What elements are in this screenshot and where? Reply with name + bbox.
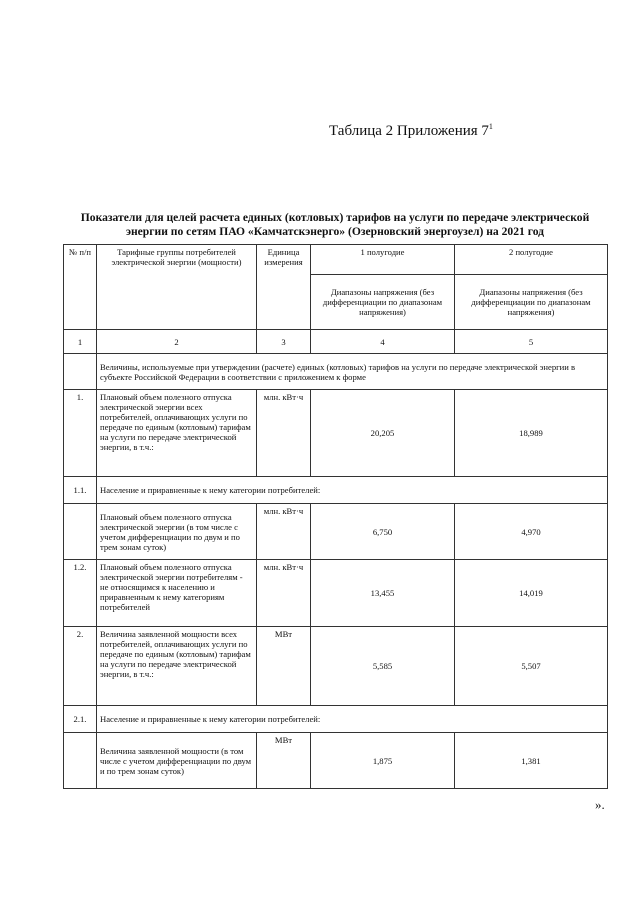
row-unit: млн. кВт·ч [257,390,311,477]
table-row [64,560,608,627]
col-number-4: 4 [311,330,455,354]
row-value-h2: 18,989 [455,390,608,477]
row-value-h1: 1,875 [311,733,455,789]
row-name: Плановый объем полезного отпуска электрической энергии потребителям - не относящимся к населению и приравненным к нему категориям потребителей [97,560,257,627]
subsection-row [64,477,608,504]
row-num: 1. [64,390,97,477]
column-number-row [64,330,608,354]
section-num-cell [64,354,97,390]
row-value-h2: 1,381 [455,733,608,789]
table-row [64,390,608,477]
tariff-table [63,244,608,789]
header-num: № п/п [64,245,97,330]
table-row [64,733,608,789]
header-row [64,245,608,275]
row-name: Величина заявленной мощности всех потребителей, оплачивающих услуги по передаче по единым (котловым) тарифам на услуги по передаче электрической энергии, в т.ч.: [97,627,257,706]
col-number-1: 1 [64,330,97,354]
section-text: Величины, используемые при утверждении (расчете) единых (котловых) тарифов на услуги по передаче электрической энергии в субъекте Российской Федерации в соответствии с приложением к форме [97,354,608,390]
section-row [64,354,608,390]
row-unit: млн. кВт·ч [257,560,311,627]
row-num: 2.1. [64,706,97,733]
heading-superscript: 1 [488,122,493,131]
row-value-h1: 20,205 [311,390,455,477]
header-half2: 2 полугодие [455,245,608,275]
row-name: Плановый объем полезного отпуска электрической энергии всех потребителей, оплачивающих услуги по передаче по единым (котловым) тарифам на услуги по передаче электрической энергии, в т.ч.: [97,390,257,477]
col-number-5: 5 [455,330,608,354]
table-row [64,504,608,560]
row-name: Плановый объем полезного отпуска электрической энергии (в том числе с учетом дифференциации по двум и по трем зонам суток) [97,504,257,560]
header-group: Тарифные группы потребителей электрической энергии (мощности) [97,245,257,330]
header-range1: Диапазоны напряжения (без дифференциации по диапазонам напряжения) [311,275,455,330]
heading-text: Таблица 2 Приложения 7 [329,123,489,139]
row-num: 2. [64,627,97,706]
col-number-3: 3 [257,330,311,354]
header-half1: 1 полугодие [311,245,455,275]
row-num: 1.1. [64,477,97,504]
col-number-2: 2 [97,330,257,354]
row-unit: МВт [257,733,311,789]
row-value-h2: 14,019 [455,560,608,627]
subsection-text: Население и приравненные к нему категории потребителей: [97,477,608,504]
row-num [64,504,97,560]
header-range2: Диапазоны напряжения (без дифференциации по диапазонам напряжения) [455,275,608,330]
row-unit: МВт [257,627,311,706]
subsection-row [64,706,608,733]
row-unit: млн. кВт·ч [257,504,311,560]
subsection-text: Население и приравненные к нему категории потребителей: [97,706,608,733]
row-value-h2: 5,507 [455,627,608,706]
row-value-h1: 5,585 [311,627,455,706]
header-unit: Единица измерения [257,245,311,330]
row-value-h1: 13,455 [311,560,455,627]
row-value-h1: 6,750 [311,504,455,560]
document-subtitle: Показатели для целей расчета единых (котловых) тарифов на услуги по передаче электрической энергии по сетям ПАО «Камчатскэнерго» (Озерновский энергоузел) на 2021 год [80,211,590,238]
closing-quote: ». [595,797,605,812]
table-row [64,627,608,706]
row-value-h2: 4,970 [455,504,608,560]
row-num [64,733,97,789]
row-num: 1.2. [64,560,97,627]
row-name: Величина заявленной мощности (в том числе с учетом дифференциации по двум и по трем зонам суток) [97,733,257,789]
table-heading [329,122,493,140]
